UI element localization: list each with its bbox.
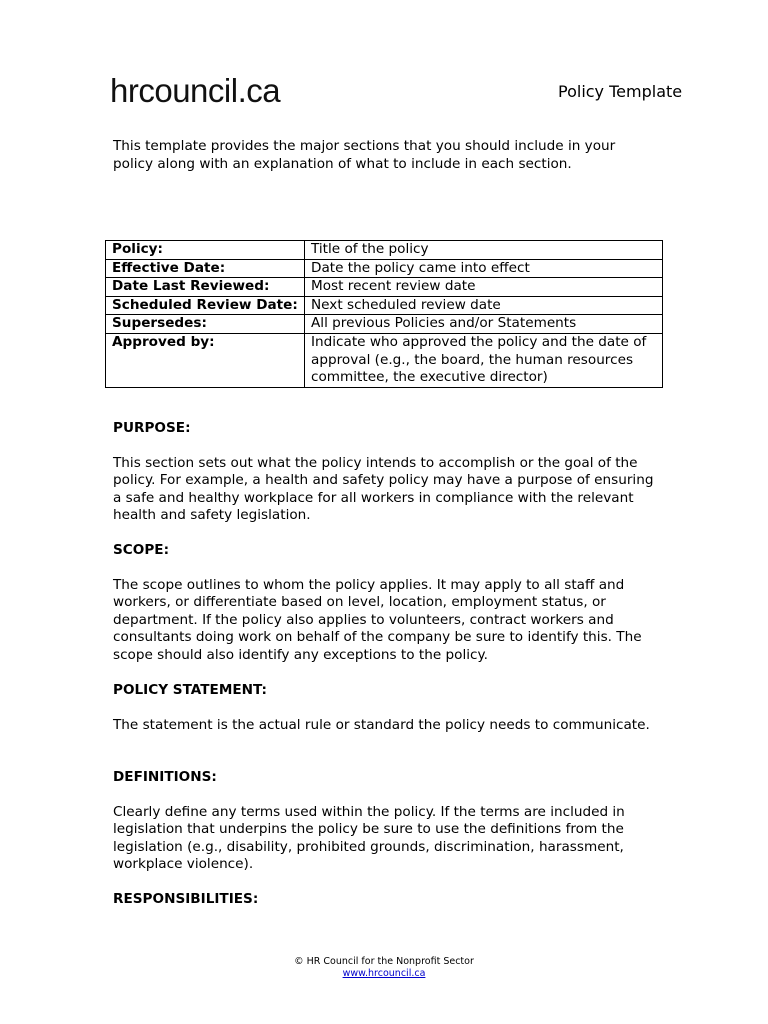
meta-value: Indicate who approved the policy and the date of approval (e.g., the board, the human resources committee, the executive director) bbox=[305, 333, 663, 387]
section-heading: PURPOSE: bbox=[113, 420, 191, 436]
meta-label: Effective Date: bbox=[106, 259, 305, 278]
table-row bbox=[106, 315, 663, 334]
section-heading: SCOPE: bbox=[113, 542, 170, 558]
footer-website-link[interactable]: www.hrcouncil.ca bbox=[342, 968, 426, 979]
section-body: This section sets out what the policy intends to accomplish or the goal of the policy. For example, a health and safety policy may have a purpose of ensuring a safe and healthy workplace for all workers in compliance with the relevant health and safety legislation. bbox=[113, 454, 654, 524]
table-row bbox=[106, 296, 663, 315]
table-row bbox=[106, 241, 663, 260]
table-row bbox=[106, 278, 663, 297]
table-row bbox=[106, 259, 663, 278]
policy-meta-table bbox=[105, 240, 663, 388]
section-body: The scope outlines to whom the policy applies. It may apply to all staff and workers, or differentiate based on level, location, employment status, or department. If the policy also applies to volunteers, contract workers and consultants doing work on behalf of the company be sure to identify this. The scope should also identify any exceptions to the policy. bbox=[113, 576, 642, 663]
intro-paragraph: This template provides the major sections that you should include in your policy along with an explanation of what to include in each section. bbox=[113, 138, 616, 172]
section-heading: RESPONSIBILITIES: bbox=[113, 891, 259, 907]
definitions-section bbox=[113, 769, 655, 874]
meta-value: Next scheduled review date bbox=[305, 296, 663, 315]
policy-statement-section bbox=[113, 682, 655, 734]
meta-label: Scheduled Review Date: bbox=[106, 296, 305, 315]
section-heading: POLICY STATEMENT: bbox=[113, 682, 267, 698]
section-body: The statement is the actual rule or standard the policy needs to communicate. bbox=[113, 716, 650, 733]
hrcouncil-logo: hrcouncil.ca bbox=[110, 72, 281, 109]
footer-copyright: © HR Council for the Nonprofit Sector bbox=[294, 956, 474, 967]
table-row bbox=[106, 333, 663, 387]
section-heading: DEFINITIONS: bbox=[113, 769, 217, 785]
meta-label: Approved by: bbox=[106, 333, 305, 387]
meta-value: Date the policy came into effect bbox=[305, 259, 663, 278]
meta-value: Title of the policy bbox=[305, 241, 663, 260]
document-title: Policy Template bbox=[558, 82, 683, 101]
meta-label: Date Last Reviewed: bbox=[106, 278, 305, 297]
meta-value: All previous Policies and/or Statements bbox=[305, 315, 663, 334]
meta-label: Policy: bbox=[106, 241, 305, 260]
section-body: Clearly define any terms used within the policy. If the terms are included in legislation that underpins the policy be sure to use the definitions from the legislation (e.g., disability, prohibited grounds, discrimination, harassment, workplace violence). bbox=[113, 803, 625, 873]
page-footer bbox=[0, 956, 768, 980]
meta-value: Most recent review date bbox=[305, 278, 663, 297]
meta-label: Supersedes: bbox=[106, 315, 305, 334]
scope-section bbox=[113, 542, 655, 665]
responsibilities-section bbox=[113, 891, 655, 909]
purpose-section bbox=[113, 420, 655, 525]
